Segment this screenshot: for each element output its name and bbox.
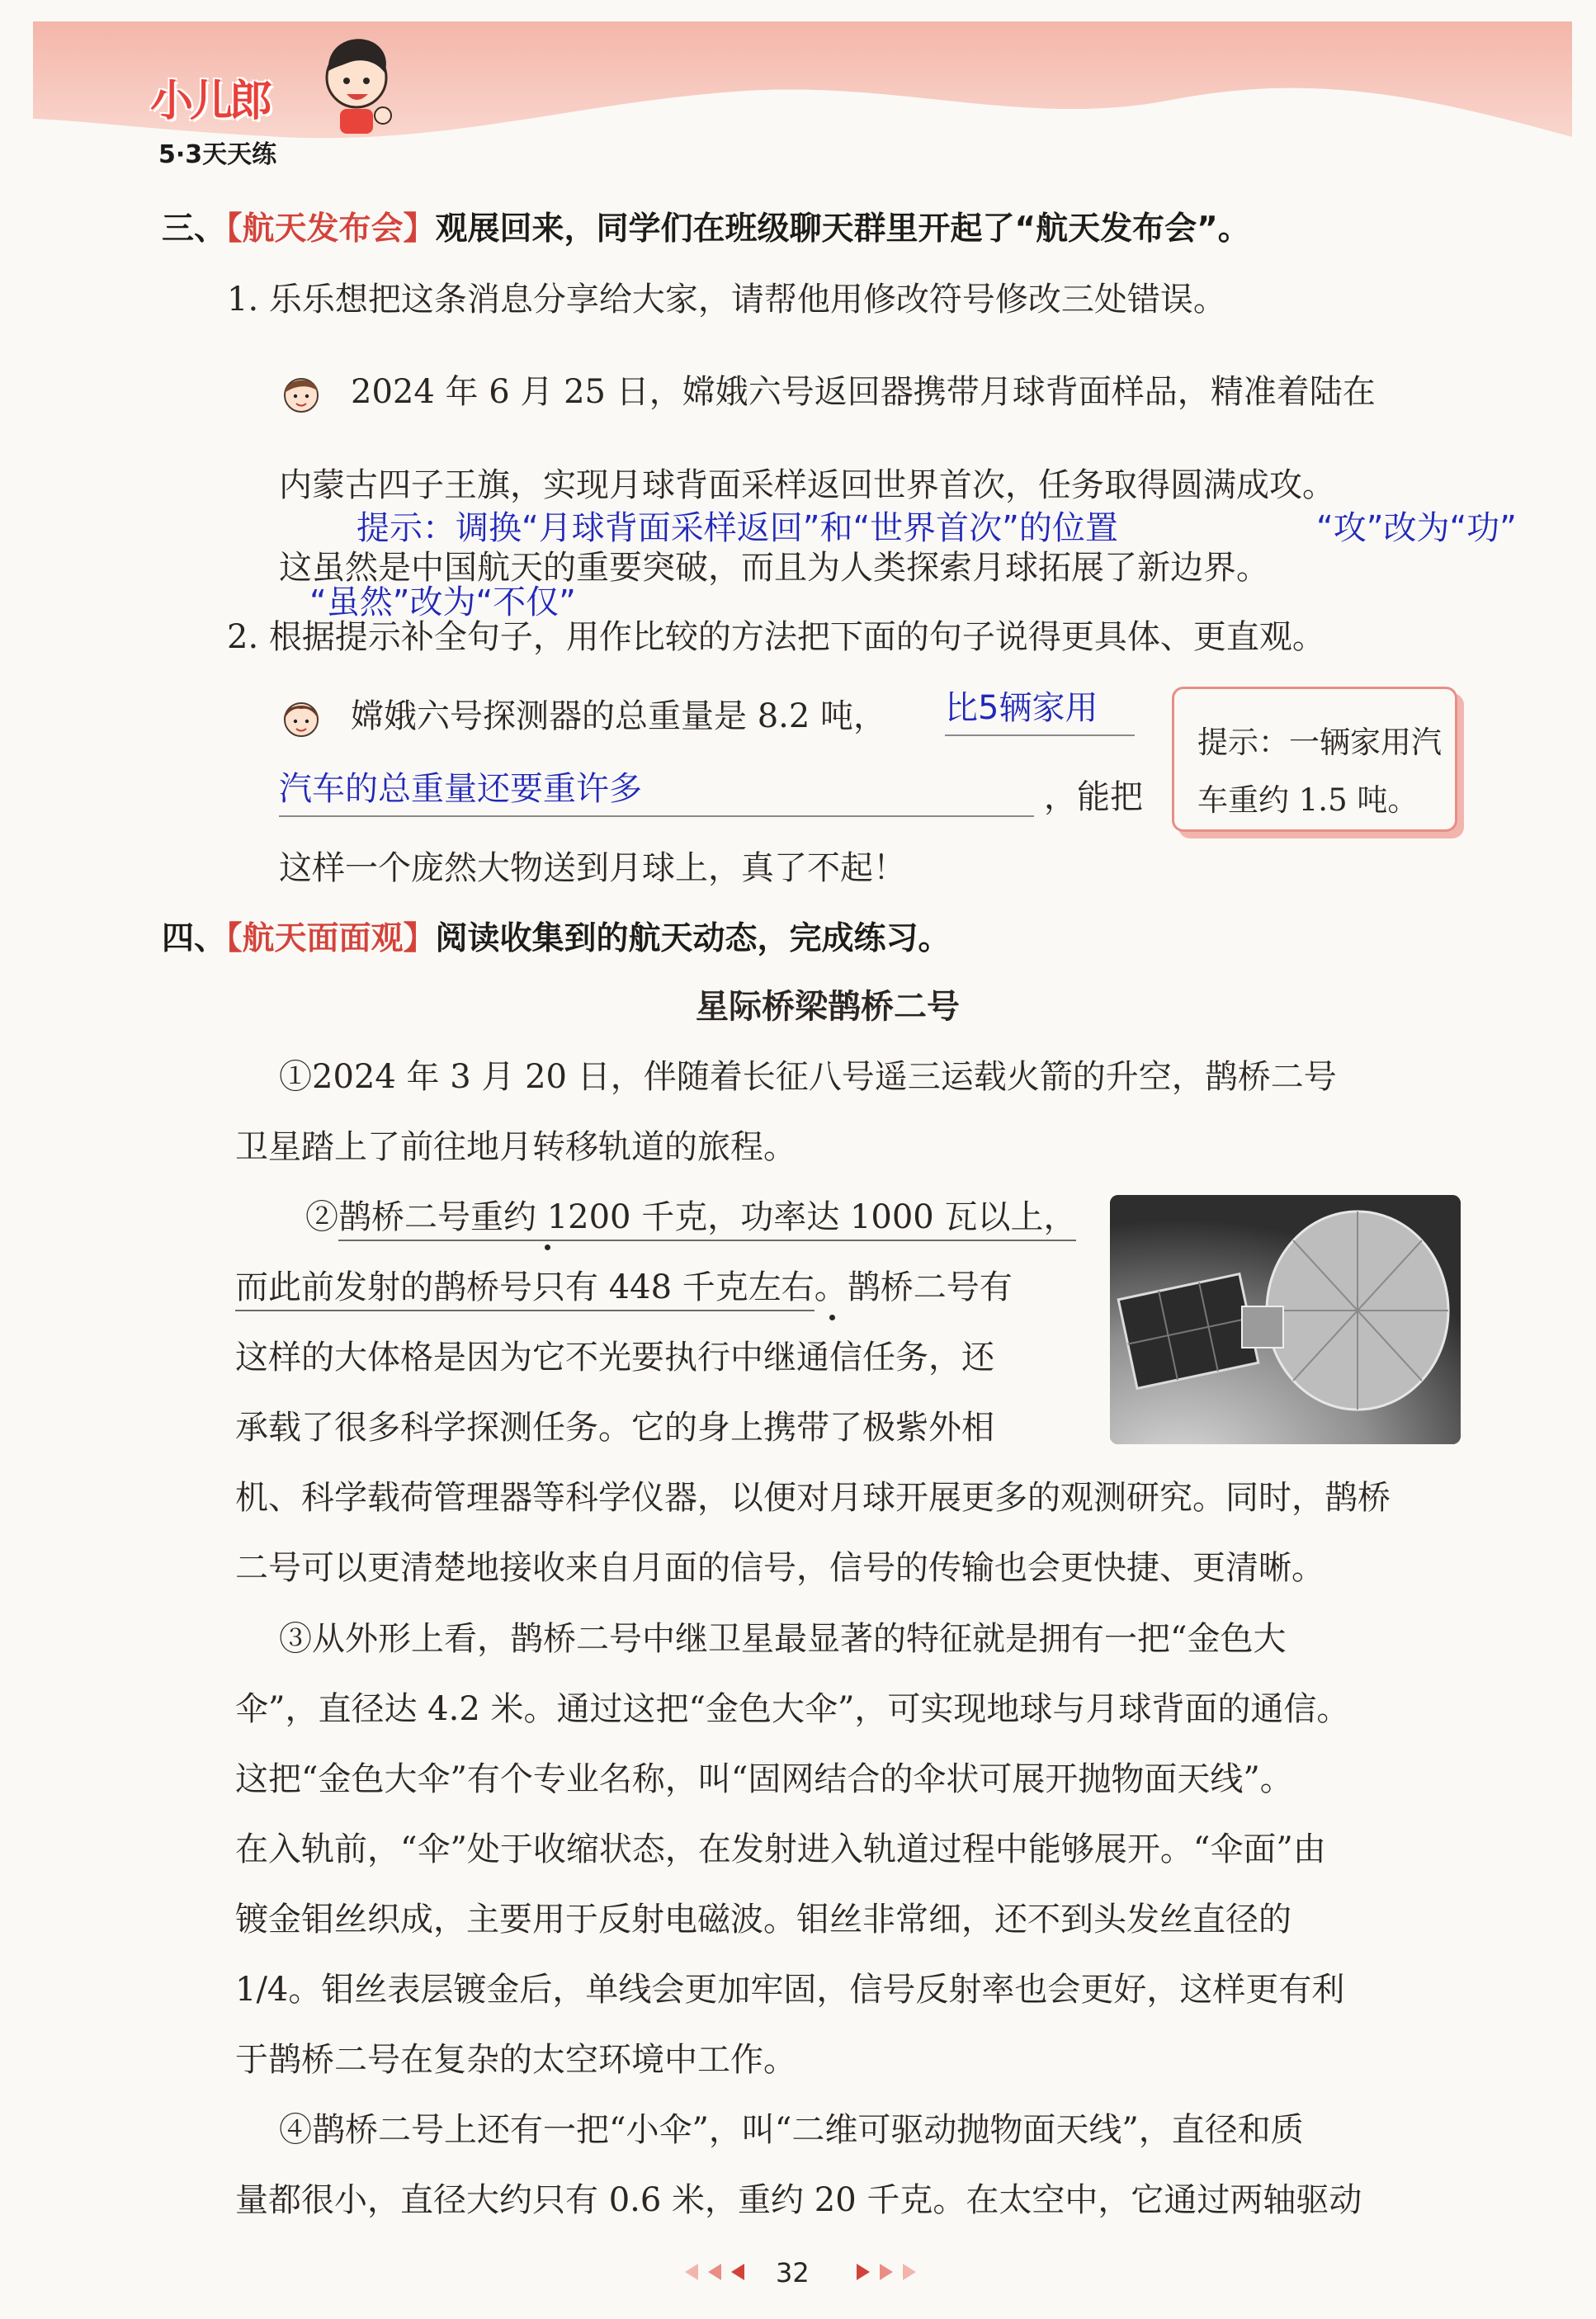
question-1: 1. 乐乐想把这条消息分享给大家，请帮他用修改符号修改三处错误。: [227, 281, 1226, 319]
answer-part-1: 比5辆家用: [945, 689, 1098, 727]
paragraph-2-line-2-rest: 。鹊桥二号有: [814, 1268, 1013, 1306]
sentence-start: 嫦娥六号探测器的总重量是 8.2 吨，: [351, 697, 887, 735]
prev-arrows-icon: [677, 2260, 759, 2284]
section4-tag: 【航天面面观】: [226, 920, 436, 957]
paragraph-3-line-6: 1/4。钼丝表层镀金后，单线会更加牢固，信号反射率也会更好，这样更有利: [235, 1971, 1345, 2009]
question-2: 2. 根据提示补全句子，用作比较的方法把下面的句子说得更具体、更直观。: [227, 618, 1325, 656]
logo-subtitle: 5·3天天练: [158, 140, 277, 169]
paragraph-3-line-3: 这把“金色大伞”有个专业名称，叫“固网结合的伞状可展开抛物面天线”。: [235, 1760, 1293, 1798]
underlined-comparison-1: 鹊桥二号重约 1200 千克，功率达 1000 瓦以上，: [338, 1198, 1076, 1241]
emphasis-dot: [829, 1315, 835, 1320]
paragraph-4-line-1: ④鹊桥二号上还有一把“小伞”，叫“二维可驱动抛物面天线”，直径和质: [279, 2111, 1304, 2149]
next-arrows-icon: [842, 2260, 924, 2284]
paragraph-2-line-5: 机、科学载荷管理器等科学仪器，以便对月球开展更多的观测研究。同时，鹊桥: [235, 1479, 1391, 1517]
paragraph-2-line-3: 这样的大体格是因为它不光要执行中继通信任务，还: [235, 1339, 994, 1377]
section4-heading: [162, 920, 951, 957]
hint-box: [1172, 687, 1457, 832]
paragraph-3-line-5: 镀金钼丝织成，主要用于反射电磁波。钼丝非常细，还不到头发丝直径的: [235, 1901, 1291, 1939]
message-line-1: 2024 年 6 月 25 日，嫦娥六号返回器携带月球背面样品，精准着陆在: [351, 373, 1376, 411]
paragraph-2-line-2: [235, 1268, 1013, 1306]
section4-prefix: 四、: [162, 920, 227, 957]
paragraph-3-line-7: 于鹊桥二号在复杂的太空环境中工作。: [235, 2041, 796, 2079]
sentence-end: 这样一个庞然大物送到月球上，真了不起！: [279, 849, 906, 887]
paragraph-2-line-6: 二号可以更清楚地接收来自月面的信号，信号的传输也会更快捷、更清晰。: [235, 1549, 1324, 1587]
message-line-3: 这虽然是中国航天的重要突破，而且为人类探索月球拓展了新边界。: [279, 549, 1269, 587]
page-number: 32: [776, 2257, 810, 2288]
page-footer: [677, 2251, 924, 2292]
paragraph-3-line-2: 伞”，直径达 4.2 米。通过这把“金色大伞”，可实现地球与月球背面的通信。: [235, 1690, 1350, 1728]
section3-heading-text: 观展回来，同学们在班级聊天群里开起了“航天发布会”。: [435, 210, 1250, 248]
mascot-boy-icon: [315, 30, 398, 137]
section3-heading: [162, 210, 1250, 248]
satellite-photo: [1110, 1195, 1461, 1444]
message-line-2: 内蒙古四子王旗，实现月球背面采样返回世界首次，任务取得圆满成攻。: [279, 466, 1335, 504]
sentence-mid: ，能把: [1044, 778, 1143, 816]
answer-hint-swap: 提示：调换“月球背面采样返回”和“世界首次”的位置: [357, 509, 1118, 547]
section3-tag: 【航天发布会】: [226, 210, 436, 248]
student-avatar-icon: [279, 371, 323, 416]
paragraph-3-line-4: 在入轨前，“伞”处于收缩状态，在发射进入轨道过程中能够展开。“伞面”由: [235, 1830, 1326, 1868]
fill-blank-1[interactable]: [945, 689, 1135, 736]
answer-part-2: 汽车的总重量还要重许多: [279, 770, 642, 808]
paragraph-1-line-2: 卫星踏上了前往地月转移轨道的旅程。: [235, 1128, 796, 1166]
section4-heading-text: 阅读收集到的航天动态，完成练习。: [435, 920, 951, 957]
fill-blank-2[interactable]: [279, 772, 1034, 817]
article-title: 星际桥梁鹊桥二号: [696, 988, 960, 1026]
emphasis-dot: [545, 1245, 550, 1250]
underlined-comparison-2: 而此前发射的鹊桥号只有 448 千克左右: [235, 1268, 815, 1311]
answer-hint-conjunction: “虽然”改为“不仅”: [309, 583, 576, 621]
paragraph-2-marker: ②: [305, 1198, 338, 1236]
section3-prefix: 三、: [162, 210, 227, 248]
paragraph-3-line-1: ③从外形上看，鹊桥二号中继卫星最显著的特征就是拥有一把“金色大: [279, 1620, 1287, 1658]
paragraph-2-line-1: [305, 1198, 1077, 1236]
logo-title: 小儿郎: [150, 77, 270, 126]
hint-line-1: 提示：一辆家用汽: [1197, 725, 1442, 760]
paragraph-4-line-2: 量都很小，直径大约只有 0.6 米，重约 20 千克。在太空中，它通过两轴驱动: [235, 2181, 1362, 2219]
answer-hint-typo: “攻”改为“功”: [1316, 509, 1517, 547]
student-girl-avatar-icon: [279, 696, 323, 740]
paragraph-2-line-4: 承载了很多科学探测任务。它的身上携带了极紫外相: [235, 1409, 994, 1447]
hint-line-2: 车重约 1.5 吨。: [1197, 782, 1419, 818]
paragraph-1-line-1: ①2024 年 3 月 20 日，伴随着长征八号遥三运载火箭的升空，鹊桥二号: [279, 1058, 1337, 1096]
